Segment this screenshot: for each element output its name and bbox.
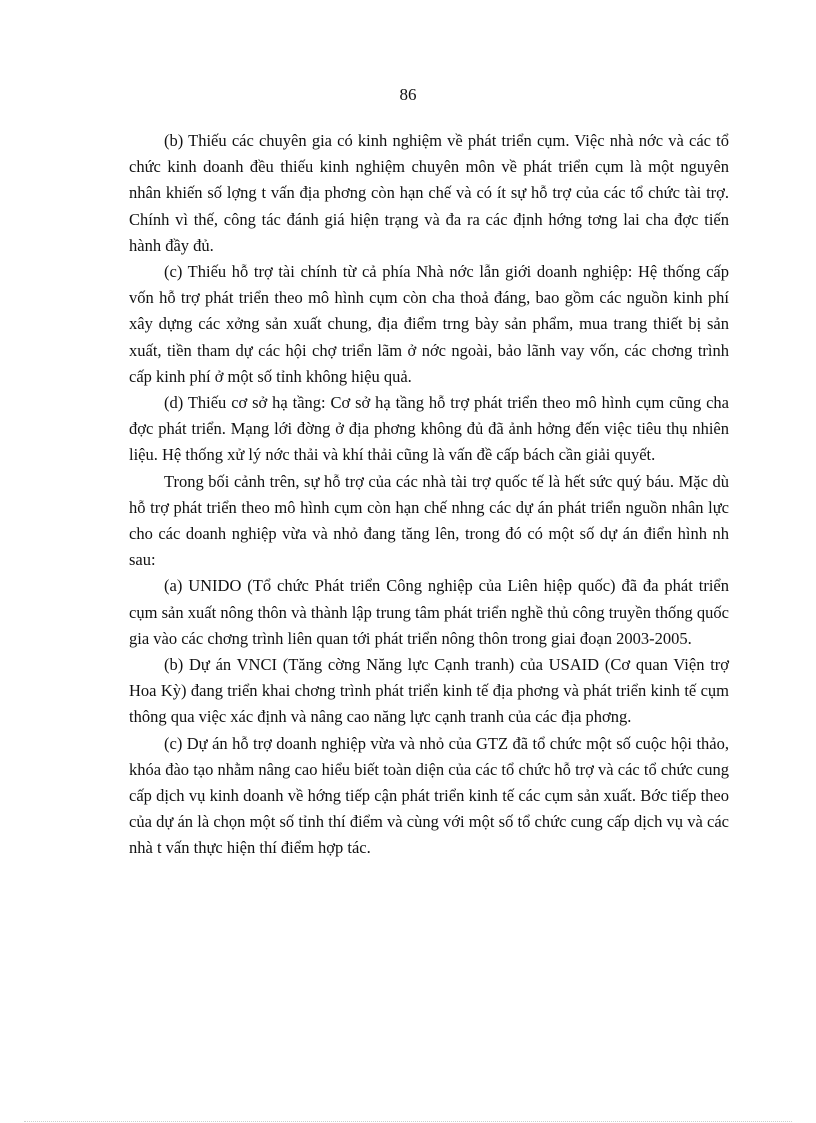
- page-bottom-divider: [24, 1121, 792, 1122]
- paragraph-c-gtz: (c) Dự án hỗ trợ doanh nghiệp vừa và nhỏ của GTZ đã tổ chức một số cuộc hội thảo, khóa đào tạo nhằm nâng cao hiểu biết toàn diện của các tổ chức hỗ trợ và các tổ chức cung cấp dịch vụ kinh doanh về hớng tiếp cận phát triển kinh tế các cụm sản xuất. Bớc tiếp theo của dự án là chọn một số tỉnh thí điểm và cùng với một số tổ chức cung cấp dịch vụ và các nhà t vấn thực hiện thí điểm hợp tác.: [129, 733, 729, 858]
- paragraph-context: Trong bối cảnh trên, sự hỗ trợ của các nhà tài trợ quốc tế là hết sức quý báu. Mặc dù hỗ trợ phát triển theo mô hình cụm còn hạn chế nhng các dự án phát triển nguồn nhân lực cho các doanh nghiệp vừa và nhỏ đang tăng lên, trong đó có một số dự án điển hình nh sau:: [129, 471, 729, 570]
- paragraph-a-unido: (a) UNIDO (Tổ chức Phát triển Công nghiệp của Liên hiệp quốc) đã đa phát triển cụm sản xuất nông thôn và thành lập trung tâm phát triển nghề thủ công truyền thống quốc gia vào các chơng trình liên quan tới phát triển nông thôn trong giai đoạn 2003-2005.: [129, 576, 729, 648]
- paragraph-c-lack-of-finance: (c) Thiếu hỗ trợ tài chính từ cả phía Nhà nớc lẫn giới doanh nghiệp: Hệ thống cấp vốn hỗ trợ phát triển theo mô hình cụm còn cha thoả đáng, bao gồm các nguồn kinh phí xây dựng các xởng sản xuất chung, địa điểm trng bày sản phẩm, mua trang thiết bị sản xuất, tiền tham dự các hội chợ triển lãm ở nớc ngoài, bảo lãnh vay vốn, các chơng trình cấp kinh phí ở một số tỉnh không hiệu quả.: [129, 262, 729, 386]
- document-body: [129, 128, 729, 862]
- paragraph-b-lack-of-experts: (b) Thiếu các chuyên gia có kinh nghiệm về phát triển cụm. Việc nhà nớc và các tổ chức kinh doanh đều thiếu kinh nghiệm chuyên môn về phát triển cụm là một nguyên nhân khiến số lợng t vấn địa phơng còn hạn chế và có ít sự hỗ trợ của các tổ chức tài trợ. Chính vì thế, công tác đánh giá hiện trạng và đa ra các định hớng tơng lai cha đợc tiến hành đầy đủ.: [129, 131, 729, 255]
- paragraph-d-lack-of-infrastructure: (d) Thiếu cơ sở hạ tầng: Cơ sở hạ tầng hỗ trợ phát triển theo mô hình cụm cũng cha đợc phát triển. Mạng lới đờng ở địa phơng không đủ đã ảnh hởng đến việc tiêu thụ nhiên liệu. Hệ thống xử lý nớc thải và khí thải cũng là vấn đề cấp bách cần giải quyết.: [129, 393, 729, 465]
- paragraph-b-vnci: (b) Dự án VNCI (Tăng cờng Năng lực Cạnh tranh) của USAID (Cơ quan Viện trợ Hoa Kỳ) đang triển khai chơng trình phát triển kinh tế địa phơng và phát triển kinh tế cụm thông qua việc xác định và nâng cao năng lực cạnh tranh của các địa phơng.: [129, 655, 729, 727]
- page-number: 86: [399, 85, 417, 104]
